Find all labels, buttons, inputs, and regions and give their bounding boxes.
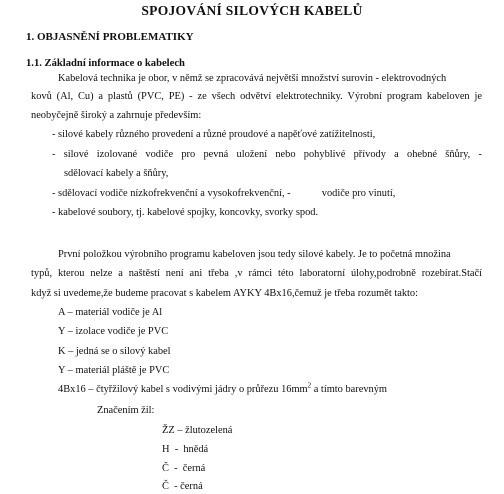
section-heading-1: 1. OBJASNĚNÍ PROBLEMATIKY — [26, 31, 194, 43]
code-a: A – materiál vodiče je Al — [58, 307, 163, 318]
code-4bx16 — [58, 383, 387, 396]
paragraph-2-line-1: První položkou výrobního programu kabeloven jsou tedy silové kabely. Je to početná množina — [58, 249, 451, 260]
paragraph-2-line-3: když si uvedeme,že budeme pracovat s kabelem AYKY 4Bx16,čemuž je třeba rozumět takto: — [31, 288, 419, 299]
paragraph-1-line-2: kovů (Al, Cu) a plastů (PVC, PE) - ze všech odvětví elektrotechniky. Výrobní program kabeloven je — [31, 91, 482, 102]
bullet-signal-wires: - sdělovací vodiče nízkofrekvenční a vysokofrekvenční, - vodiče pro vinutí, — [52, 188, 396, 199]
marking-brown: H - hnědá — [162, 444, 209, 455]
marking-black-1: Č - černá — [162, 463, 206, 474]
marking-label: Značením žil: — [97, 405, 155, 416]
document-title: SPOJOVÁNÍ SILOVÝCH KABELŮ — [141, 3, 363, 18]
paragraph-1-line-1: Kabelová technika je obor, v němž se zpracovává největší množství surovin - elektrovodných — [58, 73, 447, 84]
spec-superscript: 2 — [307, 381, 312, 390]
spec-text-end: a tímto barevným — [311, 384, 388, 395]
section-heading-1-1: 1.1. Základní informace o kabelech — [26, 58, 185, 69]
paragraph-1-line-3: neobyčejně široký a zahrnuje především: — [31, 110, 202, 121]
marking-yellow-green: ŽZ – žlutozelená — [162, 425, 233, 436]
marking-black-2: Č - černá — [162, 481, 203, 492]
bullet-power-cables: - silové kabely různého provedení a různé proudové a napěťové zatížitelnosti, — [52, 129, 376, 140]
code-y-insulation: Y – izolace vodiče je PVC — [58, 326, 169, 337]
spec-text: 4Bx16 – čtyřžilový kabel s vodivými jádry o průřezu 16mm — [58, 384, 308, 395]
bullet-insulated-wires: - silové izolované vodiče pro pevná uložení nebo pohyblivé přívody a ohebné šňůry, - — [52, 149, 482, 160]
code-y-sheath: Y – materiál pláště je PVC — [58, 365, 170, 376]
paragraph-2-line-2: typů, kterou nelze a naštěstí není ani třeba ,v rámci této laboratorní úlohy,podrobně rozebírat.Stačí — [31, 268, 482, 279]
bullet-cable-sets: - kabelové soubory, tj. kabelové spojky, koncovky, svorky spod. — [52, 207, 319, 218]
bullet-insulated-wires-continued: sdělovací kabely a šňůry, — [64, 168, 169, 179]
code-k: K – jedná se o silový kabel — [58, 346, 171, 357]
